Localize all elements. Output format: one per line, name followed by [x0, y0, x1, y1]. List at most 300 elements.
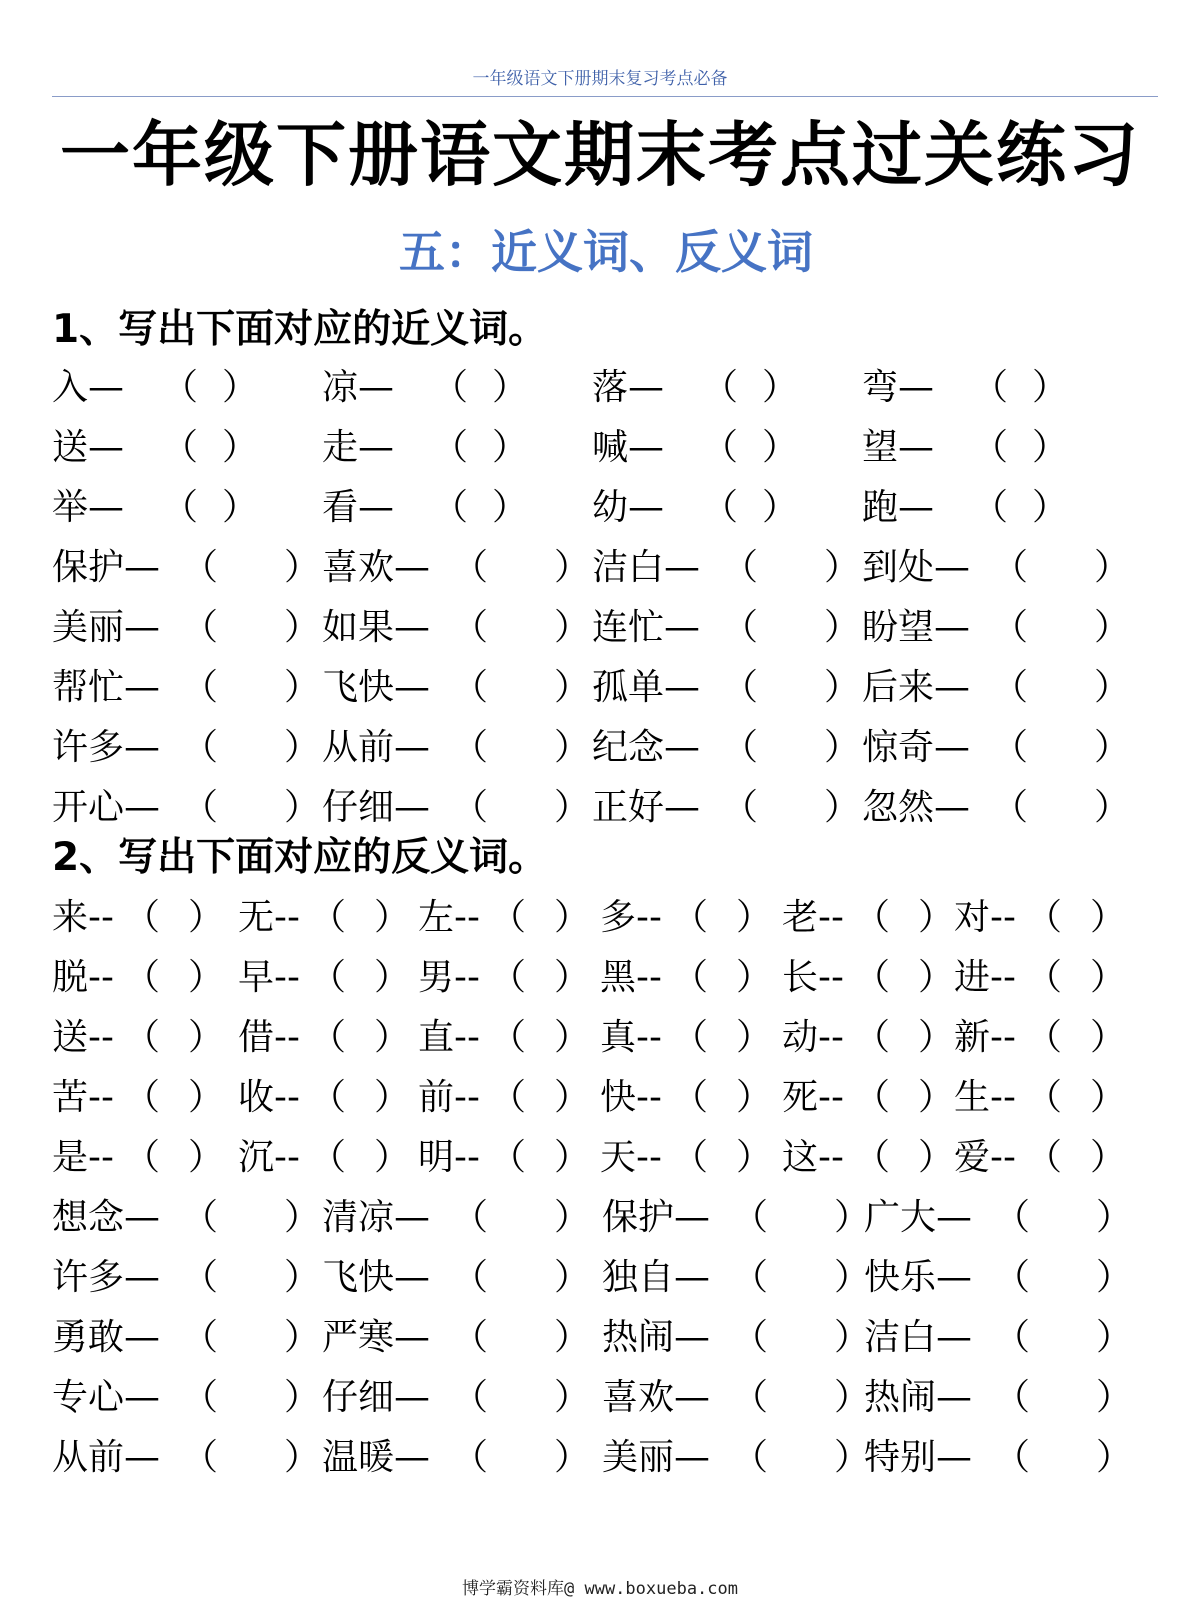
answer-open-paren: （ [722, 787, 759, 828]
answer-close-paren: ） [762, 427, 799, 468]
word-prompt: 快-- [600, 1077, 662, 1118]
word-prompt: 幼— [592, 487, 665, 528]
answer-close-paren: ） [554, 1197, 591, 1238]
answer-blank[interactable] [346, 896, 374, 940]
word-prompt: 飞快— [322, 1257, 431, 1298]
answer-open-paren: （ [992, 607, 1029, 648]
word-prompt: 喜欢— [602, 1377, 711, 1418]
word-prompt: 后来— [862, 667, 971, 708]
answer-open-paren: （ [732, 1197, 769, 1238]
answer-open-paren: （ [124, 1137, 161, 1178]
answer-open-paren: （ [124, 1077, 161, 1118]
answer-close-paren: ） [374, 1017, 411, 1058]
answer-open-paren: （ [490, 1137, 527, 1178]
answer-blank[interactable] [218, 606, 284, 650]
word-prompt: 看— [322, 487, 395, 528]
answer-blank[interactable] [346, 956, 374, 1000]
answer-close-paren: ） [824, 667, 861, 708]
answer-blank[interactable] [346, 1076, 374, 1120]
answer-open-paren: （ [182, 1197, 219, 1238]
word-prompt: 男-- [418, 957, 480, 998]
page-title: 一年级下册语文期末考点过关练习 [60, 114, 1140, 196]
exercise-row [0, 956, 1200, 1000]
answer-close-paren: ） [1090, 897, 1127, 938]
answer-blank[interactable] [526, 1016, 554, 1060]
answer-open-paren: （ [310, 1017, 347, 1058]
answer-blank[interactable] [468, 426, 492, 470]
answer-close-paren: ） [834, 1257, 871, 1298]
word-prompt: 送-- [52, 1017, 114, 1058]
answer-open-paren: （ [702, 487, 739, 528]
word-prompt: 直-- [418, 1017, 480, 1058]
answer-blank[interactable] [488, 1436, 554, 1480]
answer-close-paren: ） [824, 727, 861, 768]
word-prompt: 爱-- [954, 1137, 1016, 1178]
word-prompt: 开心— [52, 787, 161, 828]
answer-close-paren: ） [1094, 787, 1131, 828]
answer-close-paren: ） [284, 1197, 321, 1238]
section-heading: 2、写出下面对应的反义词。 [52, 835, 548, 880]
answer-close-paren: ） [824, 607, 861, 648]
answer-blank[interactable] [708, 1076, 736, 1120]
answer-blank[interactable] [1028, 546, 1094, 590]
answer-blank[interactable] [890, 1136, 918, 1180]
answer-open-paren: （ [994, 1257, 1031, 1298]
answer-open-paren: （ [452, 1377, 489, 1418]
answer-close-paren: ） [736, 897, 773, 938]
word-prompt: 喜欢— [322, 547, 431, 588]
word-prompt: 仔细— [322, 1377, 431, 1418]
answer-open-paren: （ [994, 1377, 1031, 1418]
answer-blank[interactable] [1028, 666, 1094, 710]
answer-close-paren: ） [554, 1077, 591, 1118]
answer-blank[interactable] [1030, 1436, 1096, 1480]
word-prompt: 温暖— [322, 1437, 431, 1478]
word-prompt: 落— [592, 367, 665, 408]
answer-close-paren: ） [284, 787, 321, 828]
answer-close-paren: ） [1090, 1017, 1127, 1058]
answer-close-paren: ） [1096, 1437, 1133, 1478]
word-prompt: 盼望— [862, 607, 971, 648]
answer-close-paren: ） [918, 1077, 955, 1118]
word-prompt: 忽然— [862, 787, 971, 828]
answer-close-paren: ） [1094, 727, 1131, 768]
header-divider [52, 96, 1158, 97]
answer-close-paren: ） [554, 957, 591, 998]
answer-blank[interactable] [488, 1376, 554, 1420]
answer-blank[interactable] [1030, 1376, 1096, 1420]
answer-blank[interactable] [160, 1076, 188, 1120]
answer-blank[interactable] [1028, 606, 1094, 650]
answer-open-paren: （ [972, 367, 1009, 408]
word-prompt: 新-- [954, 1017, 1016, 1058]
exercise-row [0, 486, 1200, 530]
answer-blank[interactable] [218, 1436, 284, 1480]
answer-close-paren: ） [834, 1197, 871, 1238]
answer-blank[interactable] [218, 726, 284, 770]
answer-blank[interactable] [488, 726, 554, 770]
answer-close-paren: ） [554, 1317, 591, 1358]
answer-close-paren: ） [492, 367, 529, 408]
answer-blank[interactable] [890, 1016, 918, 1060]
answer-close-paren: ） [736, 1077, 773, 1118]
word-prompt: 苦-- [52, 1077, 114, 1118]
answer-open-paren: （ [732, 1437, 769, 1478]
answer-blank[interactable] [768, 1436, 834, 1480]
answer-blank[interactable] [218, 1316, 284, 1360]
answer-close-paren: ） [374, 957, 411, 998]
answer-open-paren: （ [994, 1197, 1031, 1238]
answer-blank[interactable] [1062, 896, 1090, 940]
answer-open-paren: （ [854, 1137, 891, 1178]
answer-close-paren: ） [284, 1437, 321, 1478]
word-prompt: 保护— [52, 547, 161, 588]
word-prompt: 从前— [322, 727, 431, 768]
word-prompt: 凉— [322, 367, 395, 408]
answer-blank[interactable] [1028, 786, 1094, 830]
answer-open-paren: （ [182, 1377, 219, 1418]
answer-open-paren: （ [854, 1017, 891, 1058]
word-prompt: 来-- [52, 897, 114, 938]
answer-open-paren: （ [854, 1077, 891, 1118]
answer-open-paren: （ [182, 547, 219, 588]
answer-open-paren: （ [182, 667, 219, 708]
answer-close-paren: ） [554, 667, 591, 708]
answer-close-paren: ） [1032, 427, 1069, 468]
answer-close-paren: ） [188, 957, 225, 998]
word-prompt: 独自— [602, 1257, 711, 1298]
answer-open-paren: （ [1026, 897, 1063, 938]
exercise-row [0, 726, 1200, 770]
answer-close-paren: ） [554, 547, 591, 588]
answer-open-paren: （ [490, 1077, 527, 1118]
answer-blank[interactable] [738, 366, 762, 410]
answer-blank[interactable] [708, 956, 736, 1000]
answer-open-paren: （ [994, 1317, 1031, 1358]
exercise-row [0, 606, 1200, 650]
footer-text: 博学霸资料库@ www.boxueba.com [462, 1579, 738, 1599]
answer-close-paren: ） [222, 427, 259, 468]
answer-blank[interactable] [488, 1196, 554, 1240]
word-prompt: 特别— [864, 1437, 973, 1478]
answer-open-paren: （ [672, 1017, 709, 1058]
word-prompt: 老-- [782, 897, 844, 938]
word-prompt: 无-- [238, 897, 300, 938]
answer-blank[interactable] [488, 546, 554, 590]
exercise-row [0, 1316, 1200, 1360]
answer-close-paren: ） [188, 1077, 225, 1118]
word-prompt: 动-- [782, 1017, 844, 1058]
word-prompt: 望— [862, 427, 935, 468]
answer-blank[interactable] [160, 1136, 188, 1180]
exercise-row [0, 1256, 1200, 1300]
word-prompt: 想念— [52, 1197, 161, 1238]
word-prompt: 走— [322, 427, 395, 468]
answer-close-paren: ） [834, 1317, 871, 1358]
answer-blank[interactable] [758, 666, 824, 710]
word-prompt: 许多— [52, 727, 161, 768]
answer-open-paren: （ [992, 547, 1029, 588]
answer-close-paren: ） [554, 1017, 591, 1058]
word-prompt: 如果— [322, 607, 431, 648]
exercise-row [0, 546, 1200, 590]
word-prompt: 广大— [864, 1197, 973, 1238]
answer-blank[interactable] [198, 426, 222, 470]
answer-close-paren: ） [1096, 1317, 1133, 1358]
answer-close-paren: ） [918, 1017, 955, 1058]
answer-open-paren: （ [182, 1257, 219, 1298]
answer-blank[interactable] [218, 666, 284, 710]
answer-open-paren: （ [182, 1317, 219, 1358]
answer-blank[interactable] [218, 546, 284, 590]
answer-open-paren: （ [722, 547, 759, 588]
answer-blank[interactable] [1030, 1196, 1096, 1240]
answer-blank[interactable] [890, 956, 918, 1000]
answer-blank[interactable] [708, 1136, 736, 1180]
answer-open-paren: （ [452, 1197, 489, 1238]
answer-blank[interactable] [198, 486, 222, 530]
word-prompt: 纪念— [592, 727, 701, 768]
exercise-row [0, 786, 1200, 830]
word-prompt: 入— [52, 367, 125, 408]
answer-close-paren: ） [918, 1137, 955, 1178]
word-prompt: 进-- [954, 957, 1016, 998]
answer-close-paren: ） [188, 897, 225, 938]
exercise-row [0, 1016, 1200, 1060]
answer-blank[interactable] [1030, 1316, 1096, 1360]
answer-close-paren: ） [554, 787, 591, 828]
answer-open-paren: （ [162, 427, 199, 468]
answer-blank[interactable] [346, 1136, 374, 1180]
answer-close-paren: ） [554, 607, 591, 648]
answer-close-paren: ） [284, 667, 321, 708]
answer-open-paren: （ [182, 607, 219, 648]
word-prompt: 热闹— [602, 1317, 711, 1358]
answer-blank[interactable] [758, 546, 824, 590]
answer-open-paren: （ [452, 547, 489, 588]
answer-blank[interactable] [488, 606, 554, 650]
page-subtitle: 五：近义词、反义词 [399, 225, 813, 279]
word-prompt: 沉-- [238, 1137, 300, 1178]
answer-blank[interactable] [160, 896, 188, 940]
answer-blank[interactable] [488, 1316, 554, 1360]
answer-blank[interactable] [526, 1136, 554, 1180]
exercise-row [0, 1196, 1200, 1240]
answer-blank[interactable] [468, 366, 492, 410]
exercise-row [0, 666, 1200, 710]
answer-close-paren: ） [1090, 957, 1127, 998]
answer-close-paren: ） [188, 1017, 225, 1058]
answer-close-paren: ） [284, 1257, 321, 1298]
answer-open-paren: （ [310, 957, 347, 998]
answer-blank[interactable] [1062, 956, 1090, 1000]
answer-blank[interactable] [890, 1076, 918, 1120]
answer-open-paren: （ [432, 367, 469, 408]
answer-close-paren: ） [284, 727, 321, 768]
word-prompt: 生-- [954, 1077, 1016, 1118]
word-prompt: 正好— [592, 787, 701, 828]
answer-blank[interactable] [468, 486, 492, 530]
word-prompt: 黑-- [600, 957, 662, 998]
answer-open-paren: （ [672, 897, 709, 938]
word-prompt: 前-- [418, 1077, 480, 1118]
word-prompt: 送— [52, 427, 125, 468]
answer-blank[interactable] [160, 956, 188, 1000]
answer-open-paren: （ [432, 487, 469, 528]
answer-open-paren: （ [732, 1377, 769, 1418]
answer-close-paren: ） [762, 487, 799, 528]
word-prompt: 对-- [954, 897, 1016, 938]
answer-open-paren: （ [672, 1137, 709, 1178]
exercise-row [0, 896, 1200, 940]
word-prompt: 死-- [782, 1077, 844, 1118]
answer-open-paren: （ [452, 607, 489, 648]
answer-open-paren: （ [432, 427, 469, 468]
answer-close-paren: ） [222, 487, 259, 528]
word-prompt: 多-- [600, 897, 662, 938]
exercise-row [0, 1136, 1200, 1180]
answer-blank[interactable] [1062, 1136, 1090, 1180]
answer-close-paren: ） [736, 1017, 773, 1058]
answer-open-paren: （ [452, 1317, 489, 1358]
word-prompt: 热闹— [864, 1377, 973, 1418]
answer-close-paren: ） [284, 1377, 321, 1418]
answer-close-paren: ） [1090, 1137, 1127, 1178]
word-prompt: 举— [52, 487, 125, 528]
answer-close-paren: ） [554, 897, 591, 938]
answer-open-paren: （ [490, 957, 527, 998]
answer-open-paren: （ [490, 897, 527, 938]
answer-blank[interactable] [218, 1376, 284, 1420]
answer-blank[interactable] [1028, 726, 1094, 770]
answer-blank[interactable] [526, 956, 554, 1000]
word-prompt: 收-- [238, 1077, 300, 1118]
answer-blank[interactable] [1062, 1076, 1090, 1120]
word-prompt: 这-- [782, 1137, 844, 1178]
answer-blank[interactable] [1008, 426, 1032, 470]
word-prompt: 左-- [418, 897, 480, 938]
answer-close-paren: ） [736, 1137, 773, 1178]
word-prompt: 美丽— [602, 1437, 711, 1478]
answer-open-paren: （ [162, 367, 199, 408]
answer-blank[interactable] [346, 1016, 374, 1060]
word-prompt: 真-- [600, 1017, 662, 1058]
word-prompt: 明-- [418, 1137, 480, 1178]
answer-close-paren: ） [554, 1377, 591, 1418]
answer-open-paren: （ [162, 487, 199, 528]
answer-blank[interactable] [768, 1196, 834, 1240]
answer-blank[interactable] [758, 606, 824, 650]
word-prompt: 长-- [782, 957, 844, 998]
word-prompt: 洁白— [592, 547, 701, 588]
answer-close-paren: ） [554, 727, 591, 768]
word-prompt: 喊— [592, 427, 665, 468]
answer-close-paren: ） [554, 1257, 591, 1298]
answer-open-paren: （ [124, 1017, 161, 1058]
answer-blank[interactable] [1030, 1256, 1096, 1300]
answer-blank[interactable] [160, 1016, 188, 1060]
answer-blank[interactable] [198, 366, 222, 410]
answer-open-paren: （ [992, 787, 1029, 828]
answer-blank[interactable] [768, 1256, 834, 1300]
word-prompt: 早-- [238, 957, 300, 998]
answer-open-paren: （ [992, 667, 1029, 708]
exercise-row [0, 1376, 1200, 1420]
word-prompt: 仔细— [322, 787, 431, 828]
answer-blank[interactable] [738, 486, 762, 530]
answer-blank[interactable] [218, 1196, 284, 1240]
answer-close-paren: ） [1090, 1077, 1127, 1118]
answer-close-paren: ） [824, 547, 861, 588]
word-prompt: 惊奇— [862, 727, 971, 768]
answer-close-paren: ） [188, 1137, 225, 1178]
answer-blank[interactable] [488, 1256, 554, 1300]
answer-close-paren: ） [1094, 547, 1131, 588]
answer-close-paren: ） [1096, 1197, 1133, 1238]
answer-open-paren: （ [490, 1017, 527, 1058]
answer-blank[interactable] [768, 1316, 834, 1360]
answer-close-paren: ） [222, 367, 259, 408]
word-prompt: 脱-- [52, 957, 114, 998]
answer-blank[interactable] [758, 726, 824, 770]
answer-blank[interactable] [708, 1016, 736, 1060]
word-prompt: 连忙— [592, 607, 701, 648]
answer-open-paren: （ [452, 1437, 489, 1478]
answer-open-paren: （ [732, 1257, 769, 1298]
answer-blank[interactable] [218, 786, 284, 830]
answer-open-paren: （ [854, 897, 891, 938]
answer-blank[interactable] [488, 666, 554, 710]
word-prompt: 帮忙— [52, 667, 161, 708]
answer-blank[interactable] [768, 1376, 834, 1420]
answer-blank[interactable] [708, 896, 736, 940]
answer-open-paren: （ [310, 1137, 347, 1178]
answer-blank[interactable] [1008, 486, 1032, 530]
word-prompt: 从前— [52, 1437, 161, 1478]
answer-close-paren: ） [492, 427, 529, 468]
word-prompt: 勇敢— [52, 1317, 161, 1358]
word-prompt: 洁白— [864, 1317, 973, 1358]
answer-blank[interactable] [738, 426, 762, 470]
answer-open-paren: （ [452, 1257, 489, 1298]
answer-blank[interactable] [1008, 366, 1032, 410]
word-prompt: 清凉— [322, 1197, 431, 1238]
section-heading: 1、写出下面对应的近义词。 [52, 307, 548, 352]
answer-close-paren: ） [374, 1077, 411, 1118]
answer-open-paren: （ [452, 727, 489, 768]
word-prompt: 美丽— [52, 607, 161, 648]
answer-blank[interactable] [1062, 1016, 1090, 1060]
answer-blank[interactable] [488, 786, 554, 830]
answer-open-paren: （ [972, 427, 1009, 468]
answer-blank[interactable] [526, 896, 554, 940]
answer-close-paren: ） [834, 1437, 871, 1478]
answer-open-paren: （ [702, 427, 739, 468]
answer-close-paren: ） [1094, 667, 1131, 708]
answer-open-paren: （ [1026, 1077, 1063, 1118]
exercise-row [0, 1436, 1200, 1480]
answer-blank[interactable] [218, 1256, 284, 1300]
word-prompt: 飞快— [322, 667, 431, 708]
exercise-row [0, 426, 1200, 470]
word-prompt: 专心— [52, 1377, 161, 1418]
answer-blank[interactable] [890, 896, 918, 940]
answer-close-paren: ） [1032, 367, 1069, 408]
answer-blank[interactable] [526, 1076, 554, 1120]
answer-close-paren: ） [918, 957, 955, 998]
answer-open-paren: （ [1026, 1137, 1063, 1178]
answer-blank[interactable] [758, 786, 824, 830]
